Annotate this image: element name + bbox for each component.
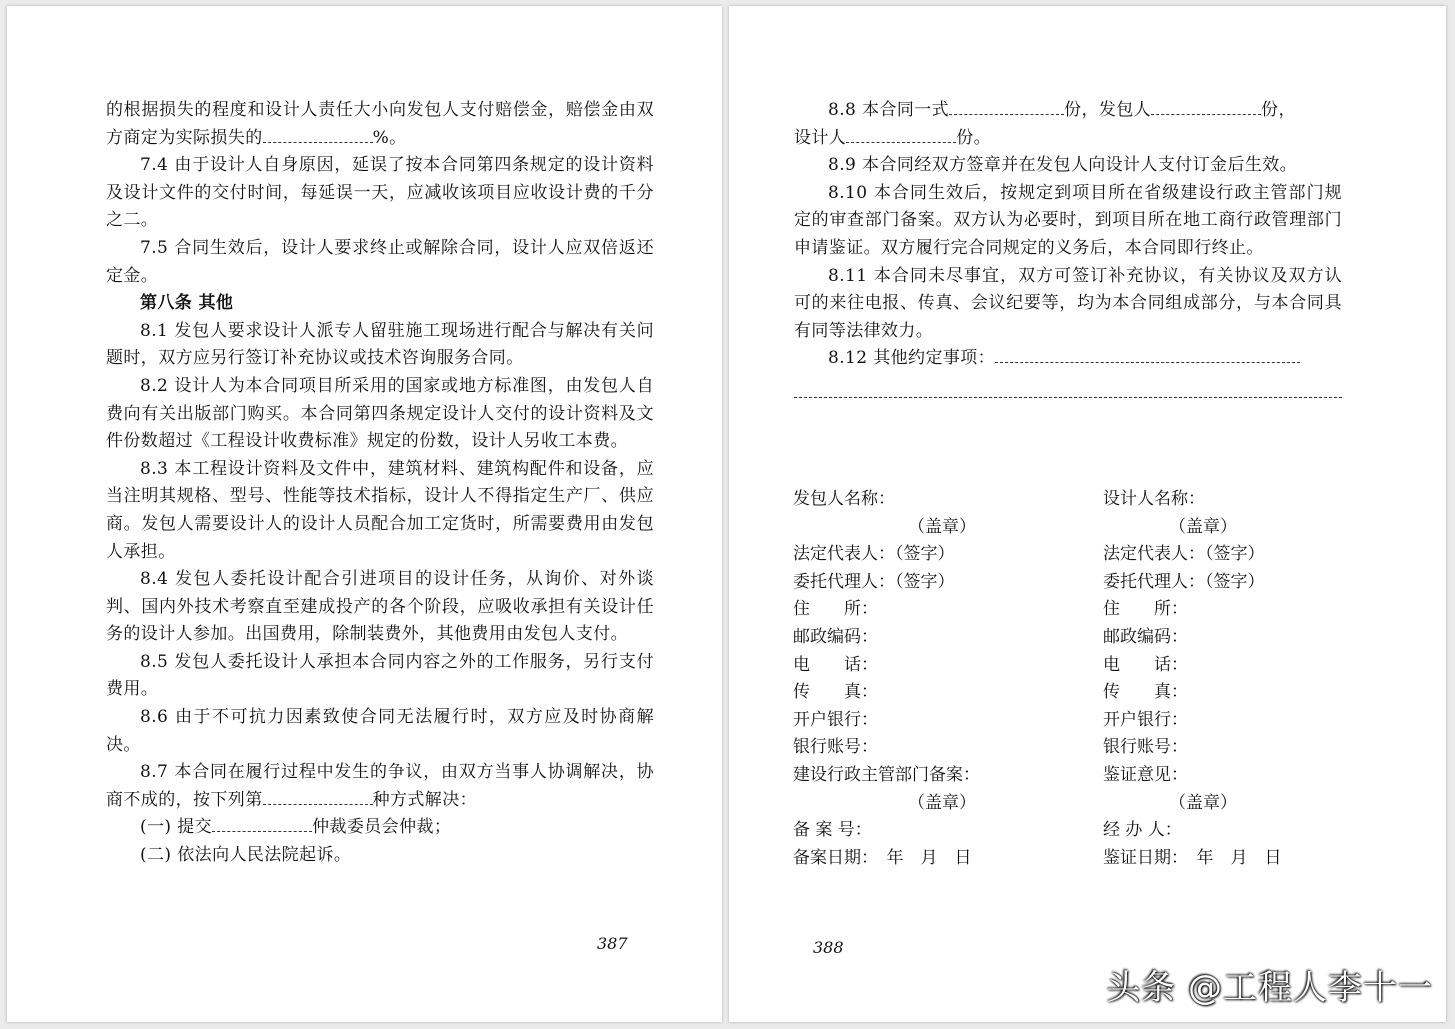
attestation-seal: （盖章）	[1169, 792, 1237, 813]
clause-8-12: 8.12 其他约定事项：	[794, 345, 1342, 373]
attestation-opinion: 鉴证意见：	[1103, 764, 1188, 785]
left-page	[7, 6, 722, 1022]
blank-copies-total	[949, 99, 1064, 115]
right-page-text	[794, 97, 1342, 398]
employer-postcode: 邮政编码：	[793, 626, 878, 647]
handler: 经 办 人：	[1103, 820, 1182, 841]
blank-other-terms	[995, 347, 1300, 363]
clause-7-5: 7.5 合同生效后，设计人要求终止或解除合同，设计人应双倍返还定金。	[106, 237, 654, 286]
employer-account: 银行账号：	[793, 737, 878, 758]
employer-legal-rep: 法定代表人：（签字）	[793, 544, 955, 565]
left-page-text	[106, 97, 654, 870]
option-court: (二) 依法向人民法院起诉。	[140, 845, 352, 866]
designer-postcode: 邮政编码：	[1103, 626, 1188, 647]
blank-copies-employer	[1151, 99, 1261, 115]
blank-method	[263, 789, 373, 805]
clause-7-4: 7.4 由于设计人自身原因，延误了按本合同第四条规定的设计资料及设计文件的交付时间，每延误一天，应减收该项目应收设计费的千分之二。	[106, 155, 654, 231]
paragraph-compensation: 的根据损失的程度和设计人责任大小向发包人支付赔偿金，赔偿金由双方商定为实际损失的 %。	[106, 100, 654, 148]
page-number: 388	[813, 938, 844, 957]
designer-phone: 电 话：	[1103, 654, 1188, 675]
employer-bank: 开户银行：	[793, 709, 878, 730]
signature-block-employer	[793, 486, 1093, 872]
clause-8-8-cont: 设计人 份。	[794, 127, 992, 148]
filing-number: 备 案 号：	[793, 820, 872, 841]
designer-legal-rep: 法定代表人：（签字）	[1103, 544, 1265, 565]
employer-fax: 传 真：	[793, 682, 878, 703]
clause-8-11: 8.11 本合同未尽事宜，双方可签订补充协议，有关协议及双方认可的来往电报、传真、会议纪要等，均为本合同组成部分，与本合同具有同等法律效力。	[794, 265, 1342, 341]
clause-8-8: 8.8 本合同一式 份，发包人 份，	[828, 100, 1296, 120]
employer-phone: 电 话：	[793, 654, 878, 675]
designer-fax: 传 真：	[1103, 682, 1188, 703]
attestation-date: 鉴证日期： 年 月 日	[1103, 847, 1282, 868]
clause-8-3: 8.3 本工程设计资料及文件中，建筑材料、建筑构配件和设备，应当注明其规格、型号、性能等技术指标，设计人不得指定生产厂、供应商。发包人需要设计人的设计人员配合加工定货时，所需要费用由发包人承担。	[106, 458, 654, 562]
designer-agent: 委托代理人：（签字）	[1103, 571, 1265, 592]
clause-8-10: 8.10 本合同生效后，按规定到项目所在省级建设行政主管部门规定的审查部门备案。双方认为必要时，到项目所在地工商行政管理部门申请鉴证。双方履行完合同规定的义务后，本合同即行终止。	[794, 182, 1342, 258]
clause-8-2: 8.2 设计人为本合同项目所采用的国家或地方标准图，由发包人自费向有关出版部门购买。本合同第四条规定设计人交付的设计资料及文件份数超过《工程设计收费标准》规定的份数，设计人另收工本费。	[106, 375, 654, 452]
blank-percent	[263, 127, 373, 143]
blank-other-terms-line	[794, 375, 1342, 398]
designer-address: 住 所：	[1103, 599, 1188, 620]
signature-block-designer	[1103, 486, 1403, 872]
clause-8-1: 8.1 发包人要求设计人派专人留驻施工现场进行配合与解决有关问题时，双方应另行签订补充协议或技术咨询服务合同。	[106, 320, 654, 369]
designer-bank: 开户银行：	[1103, 709, 1188, 730]
designer-name-label: 设计人名称：	[1103, 489, 1205, 509]
designer-seal: （盖章）	[1169, 516, 1237, 537]
clause-8-7: 8.7 本合同在履行过程中发生的争议，由双方当事人协调解决，协商不成的，按下列第 种方式解决：	[106, 762, 654, 810]
clause-8-9: 8.9 本合同经双方签章并在发包人向设计人支付订金后生效。	[828, 155, 1298, 176]
employer-address: 住 所：	[793, 599, 878, 620]
clause-8-6: 8.6 由于不可抗力因素致使合同无法履行时，双方应及时协商解决。	[106, 707, 654, 755]
option-arbitration: (一) 提交 仲裁委员会仲裁；	[140, 817, 452, 838]
clause-8-4: 8.4 发包人委托设计配合引进项目的设计任务，从询价、对外谈判、国内外技术考察直至建成投产的各个阶段，应吸收承担有关设计任务的设计人参加。出国费用，除制装费外，其他费用由发包人支付。	[106, 569, 654, 645]
filing-authority: 建设行政主管部门备案：	[793, 764, 980, 785]
article-8-heading: 第八条 其他	[140, 293, 234, 314]
page-number: 387	[597, 934, 628, 953]
blank-arbitration	[212, 816, 312, 832]
employer-seal: （盖章）	[908, 516, 976, 537]
filing-seal: （盖章）	[908, 792, 976, 813]
right-page	[729, 6, 1446, 1022]
clause-8-5: 8.5 发包人委托设计人承担本合同内容之外的工作服务，另行支付费用。	[106, 651, 654, 700]
designer-account: 银行账号：	[1103, 737, 1188, 758]
employer-agent: 委托代理人：（签字）	[793, 571, 955, 592]
watermark: 头条 @工程人李十一	[1106, 968, 1433, 1008]
blank-copies-designer	[846, 127, 956, 143]
employer-name-label: 发包人名称：	[793, 489, 895, 509]
filing-date: 备案日期： 年 月 日	[793, 847, 972, 868]
